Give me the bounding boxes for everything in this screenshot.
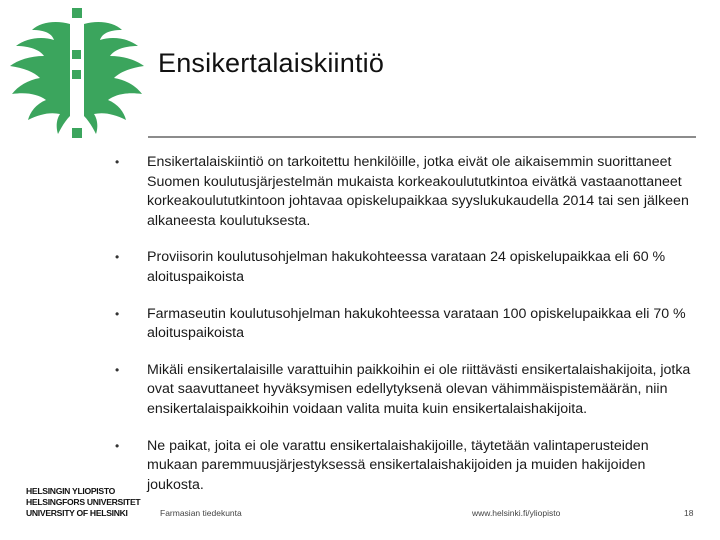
bullet-item: [115, 361, 700, 420]
bullet-marker: •: [115, 362, 120, 377]
title-divider: [148, 136, 696, 138]
footer-url[interactable]: www.helsinki.fi/yliopisto: [472, 508, 561, 518]
bullet-list: [115, 153, 700, 512]
bullet-text: Ensikertalaiskiintiö on tarkoitettu henkilöille, jotka eivät ole aikaisemmin suorittaneet Suomen koulutusjärjestelmän mukaista korkeakoulututkintoa eivätkä vastaanottaneet korkeakoulututkintoon johtavaa opiskelupaikkaa syyslukukaudella 2014 tai sen jälkeen alkaneesta koulutuksesta.: [147, 154, 689, 229]
bullet-item: [115, 437, 700, 496]
bullet-text: Ne paikat, joita ei ole varattu ensikertalaishakijoille, täytetään valintaperusteiden mukaan paremmuusjärjestyksessä ensikertalaishakijoiden ja muiden hakijoiden joukosta.: [147, 437, 649, 493]
bullet-marker: •: [115, 306, 120, 321]
bullet-text: Farmaseutin koulutusohjelman hakukohteessa varataan 100 opiskelupaikkaa eli 70 % aloituspaikoista: [147, 305, 686, 342]
bullet-marker: •: [115, 438, 120, 453]
bullet-marker: •: [115, 155, 120, 169]
slide-title: Ensikertalaiskiintiö: [158, 48, 385, 78]
bullet-text: Proviisorin koulutusohjelman hakukohteessa varataan 24 opiskelupaikkaa eli 60 % aloituspaikoista: [147, 249, 666, 285]
bullet-item: [115, 153, 700, 231]
bullet-item: [115, 305, 700, 344]
university-name: [26, 486, 140, 519]
footer-department: Farmasian tiedekunta: [160, 508, 242, 518]
university-name-en: UNIVERSITY OF HELSINKI: [26, 508, 128, 518]
university-name-sv: HELSINGFORS UNIVERSITET: [26, 497, 141, 507]
page-number: 18: [684, 508, 694, 518]
bullet-item: [115, 248, 700, 287]
university-logo-icon: [0, 0, 150, 150]
bullet-text: Mikäli ensikertalaisille varattuihin paikkoihin ei ole riittävästi ensikertalaishakijoita, jotka ovat saavuttaneet hyväksymisen edellytyksenä olevan vähimmäispistemäärän, niin ensikertalaispaikkoihin voidaan valita muita kuin ensikertalaishakijoita.: [147, 361, 691, 417]
university-name-fi: HELSINGIN YLIOPISTO: [26, 486, 116, 496]
bullet-marker: •: [115, 250, 120, 265]
